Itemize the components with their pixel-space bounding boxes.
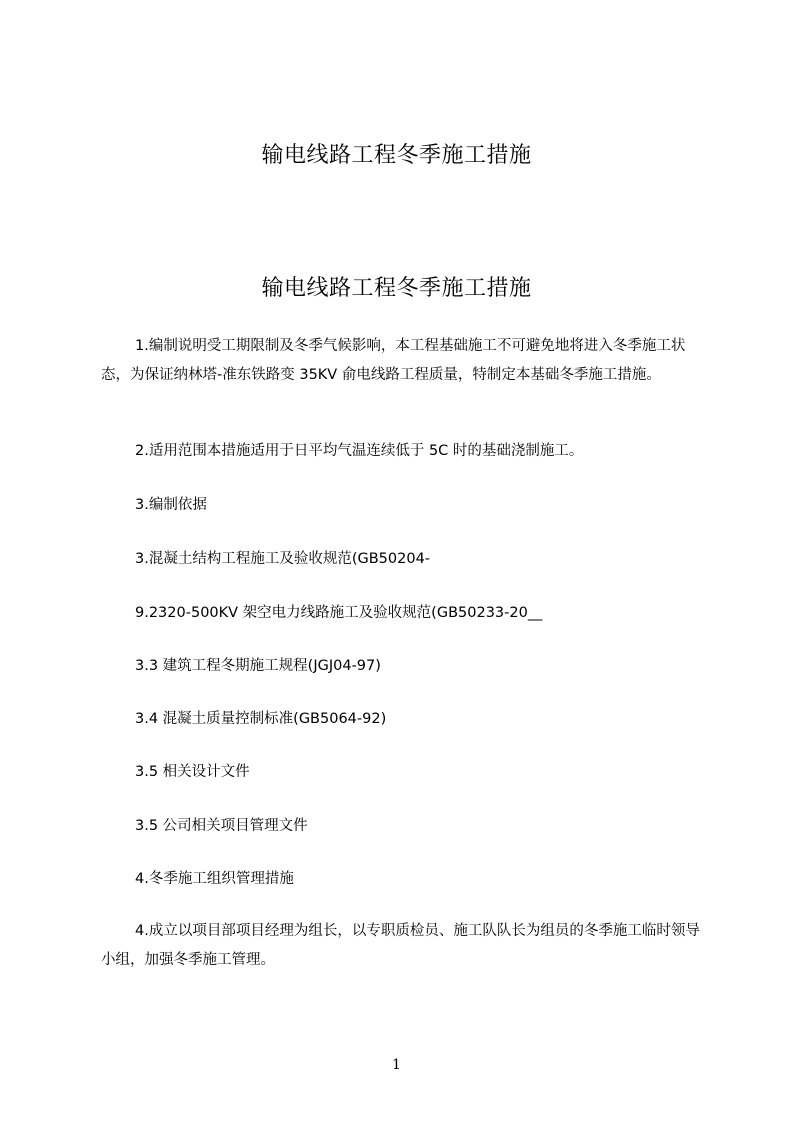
paragraph-basis-item: 3.4 混凝土质量控制标准(GB5064-92) xyxy=(135,711,387,727)
paragraph-basis-item: 3.5 公司相关项目管理文件 xyxy=(135,818,308,834)
paragraph-intro xyxy=(101,332,701,390)
paragraph-basis-item: 3.混凝土结构工程施工及验收规范(GB50204- xyxy=(135,551,431,567)
paragraph-management-heading: 4.冬季施工组织管理措施 xyxy=(135,871,294,887)
paragraph-scope: 2.适用范围本措施适用于日平均气温连续低于 5C 时的基础浇制施工。 xyxy=(135,443,584,459)
paragraph-basis-heading: 3.编制依据 xyxy=(135,497,207,513)
paragraph-text: 1.编制说明受工期限制及冬季气候影响，本工程基础施工不可避免地将进入冬季施工状态，为保证纳林塔-准东铁路变 35KV 俞电线路工程质量，特制定本基础冬季施工措施。 xyxy=(101,338,686,383)
header-title: 输电线路工程冬季施工措施 xyxy=(261,143,532,168)
paragraph-text: 4.成立以项目部项目经理为组长，以专职质检员、施工队队长为组员的冬季施工临时领导小组，加强冬季施工管理。 xyxy=(101,923,700,968)
paragraph-basis-item: 9.2320-500KV 架空电力线路施工及验收规范(GB50233-20__ xyxy=(135,605,543,621)
page-number: 1 xyxy=(392,1057,401,1073)
main-title: 输电线路工程冬季施工措施 xyxy=(261,276,532,301)
paragraph-basis-item: 3.3 建筑工程冬期施工规程(JGJ04-97) xyxy=(135,658,381,674)
paragraph-basis-item: 3.5 相关设计文件 xyxy=(135,764,250,780)
paragraph-management xyxy=(101,917,701,975)
